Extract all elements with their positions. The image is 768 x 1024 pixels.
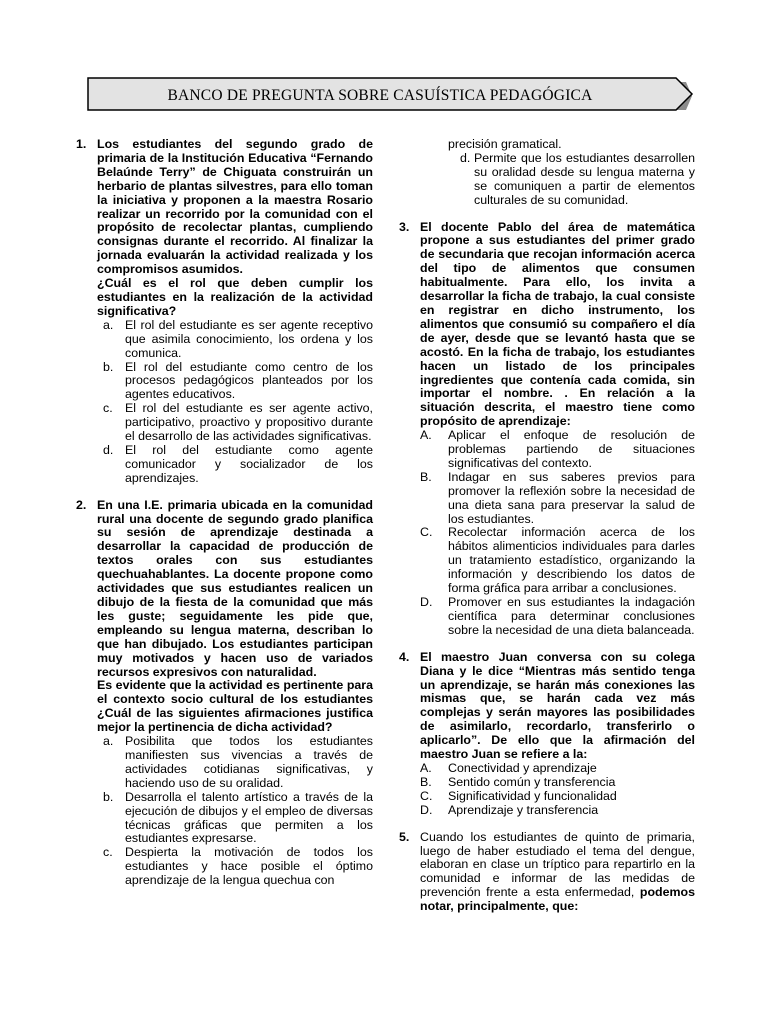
question-1 bbox=[70, 138, 373, 486]
option-c: C. Significatividad y funcionalidad bbox=[420, 788, 617, 803]
option-b: b. El rol del estudiante como centro de los procesos pedagógicos planteados por los agentes educativos. bbox=[103, 359, 373, 402]
option-a: a. Posibilita que todos los estudiantes manifiesten sus vivencias a través de actividades cotidianas significativas, y haciendo uso de su oralidad. bbox=[103, 734, 373, 790]
question-number: 4. bbox=[399, 649, 410, 664]
option-c: c. Despierta la motivación de todos los estudiantes y hace posible el óptimo aprendizaje de la lengua quechua con bbox=[103, 845, 373, 888]
question-statement: En una I.E. primaria ubicada en la comunidad rural una docente de segundo grado planifica su sesión de aprendizaje destinada a desarrollar la capacidad de producción de textos orales con sus estudiantes quechuahablantes. La docente propone como actividades que sus estudiantes realicen un dibujo de la fiesta de la comunidad que más les guste; seguidamente les pide que, empleando su lengua materna, describan lo que han dibujado. Los estudiantes participan muy motivados y hacen uso de variados recursos expresivos con naturalidad. bbox=[97, 497, 373, 679]
question-prompt: ¿Cuál es el rol que deben cumplir los estudiantes en la realización de la actividad significativa? bbox=[97, 276, 373, 318]
option-b: B. Indagar en sus saberes previos para promover la reflexión sobre la necesidad de una dieta sana para preservar la salud de los estudiantes. bbox=[420, 469, 695, 526]
question-statement: El maestro Juan conversa con su colega Diana y le dice “Mientras más sentido tenga un aprendizaje, se harán más conexiones las mismas que, se harán cada vez más complejas y serán mayores las posibilidades de asimilarlo, recordarlo, transferirlo o aplicarlo”. De ello que la afirmación del maestro Juan se refiere a la: bbox=[420, 649, 695, 762]
option-a: a. El rol del estudiante es ser agente receptivo que asimila conocimiento, los ordena y los comunica. bbox=[103, 317, 373, 360]
option-d: D. Promover en sus estudiantes la indagación científica para determinar conclusiones sobre la necesidad de una dieta balanceada. bbox=[420, 595, 695, 637]
title-banner bbox=[86, 76, 694, 116]
options-list bbox=[420, 762, 695, 818]
question-5 bbox=[393, 831, 695, 914]
question-statement: El docente Pablo del área de matemática propone a sus estudiantes del primer grado de secundaria que recojan información acerca del tipo de alimentos que consumen habitualmente. Para ello, los invita a desarrollar la ficha de trabajo, la cual consiste en registrar en dicho instrumento, los alimentos que consumió su compañero el día de ayer, desde que se levantó hasta que se acostó. En la ficha de trabajo, los estudiantes hacen un listado de los principales ingredientes que contenía cada comida, sin importar el nombre. . En relación a la situación descrita, el maestro tiene como propósito de aprendizaje: bbox=[420, 219, 695, 429]
question-3 bbox=[393, 221, 695, 638]
question-statement: Cuando los estudiantes de quinto de primaria, luego de haber estudiado el tema del dengue, elaboran en clase un tríptico para repartirlo en la comunidad e informar de las medidas de prevención frente a esta enfermedad, podemos notar, principalmente, que: bbox=[420, 829, 695, 914]
question-number: 2. bbox=[76, 497, 87, 512]
question-number: 1. bbox=[76, 137, 87, 151]
option-a: A. Aplicar el enfoque de resolución de problemas partiendo de situaciones significativas del contexto. bbox=[420, 428, 695, 470]
right-column bbox=[393, 138, 695, 927]
question-number: 3. bbox=[399, 219, 410, 234]
options-list bbox=[97, 735, 373, 888]
question-prompt: Es evidente que la actividad es pertinente para el contexto socio cultural de los estudiantes ¿Cuál de las siguientes afirmaciones justifica mejor la pertinencia de dicha actividad? bbox=[97, 678, 373, 735]
option-d: d. El rol del estudiante como agente comunicador y socializador de los aprendizajes. bbox=[103, 442, 373, 485]
option-c: C. Recolectar información acerca de los hábitos alimenticios individuales para darles un tratamiento estadístico, organizando la información y describiendo los datos de forma gráfica para arribar a conclusiones. bbox=[420, 525, 695, 596]
option-b: B. Sentido común y transferencia bbox=[420, 774, 616, 789]
option-d: d. Permite que los estudiantes desarrollen su oralidad desde su lengua materna y se comuniquen a partir de elementos culturales de su comunidad. bbox=[460, 150, 695, 207]
option-d: D. Aprendizaje y transferencia bbox=[420, 802, 599, 817]
left-column bbox=[70, 138, 373, 901]
question-2-continuation bbox=[393, 138, 695, 208]
question-2 bbox=[70, 499, 373, 888]
question-number: 5. bbox=[399, 829, 410, 844]
options-list bbox=[420, 429, 695, 638]
option-a: A. Conectividad y aprendizaje bbox=[420, 760, 597, 775]
question-statement: Los estudiantes del segundo grado de primaria de la Institución Educativa “Fernando Belaúnde Terry” de Chiguata construirán un herbario de plantas silvestres, para ello toman la iniciativa y proponen a la maestra Rosario realizar un recorrido por la comunidad con el propósito de recolectar plantas, cumpliendo consignas durante el recorrido. Al finalizar la jornada evaluarán la actividad realizada y los compromisos asumidos. bbox=[97, 137, 373, 277]
page-title: BANCO DE PREGUNTA SOBRE CASUÍSTICA PEDAGÓGICA bbox=[167, 87, 593, 104]
options-list bbox=[97, 319, 373, 486]
option-c-continued: precisión gramatical. bbox=[448, 137, 562, 151]
option-b: b. Desarrolla el talento artístico a través de la ejecución de dibujos y el empleo de diversas técnicas gráficas que permiten a los estudiantes expresarse. bbox=[103, 789, 373, 846]
options-list bbox=[448, 152, 695, 208]
option-c: c. El rol del estudiante es ser agente activo, participativo, proactivo y propositivo durante el desarrollo de las actividades significativas. bbox=[103, 401, 373, 444]
question-4 bbox=[393, 651, 695, 818]
